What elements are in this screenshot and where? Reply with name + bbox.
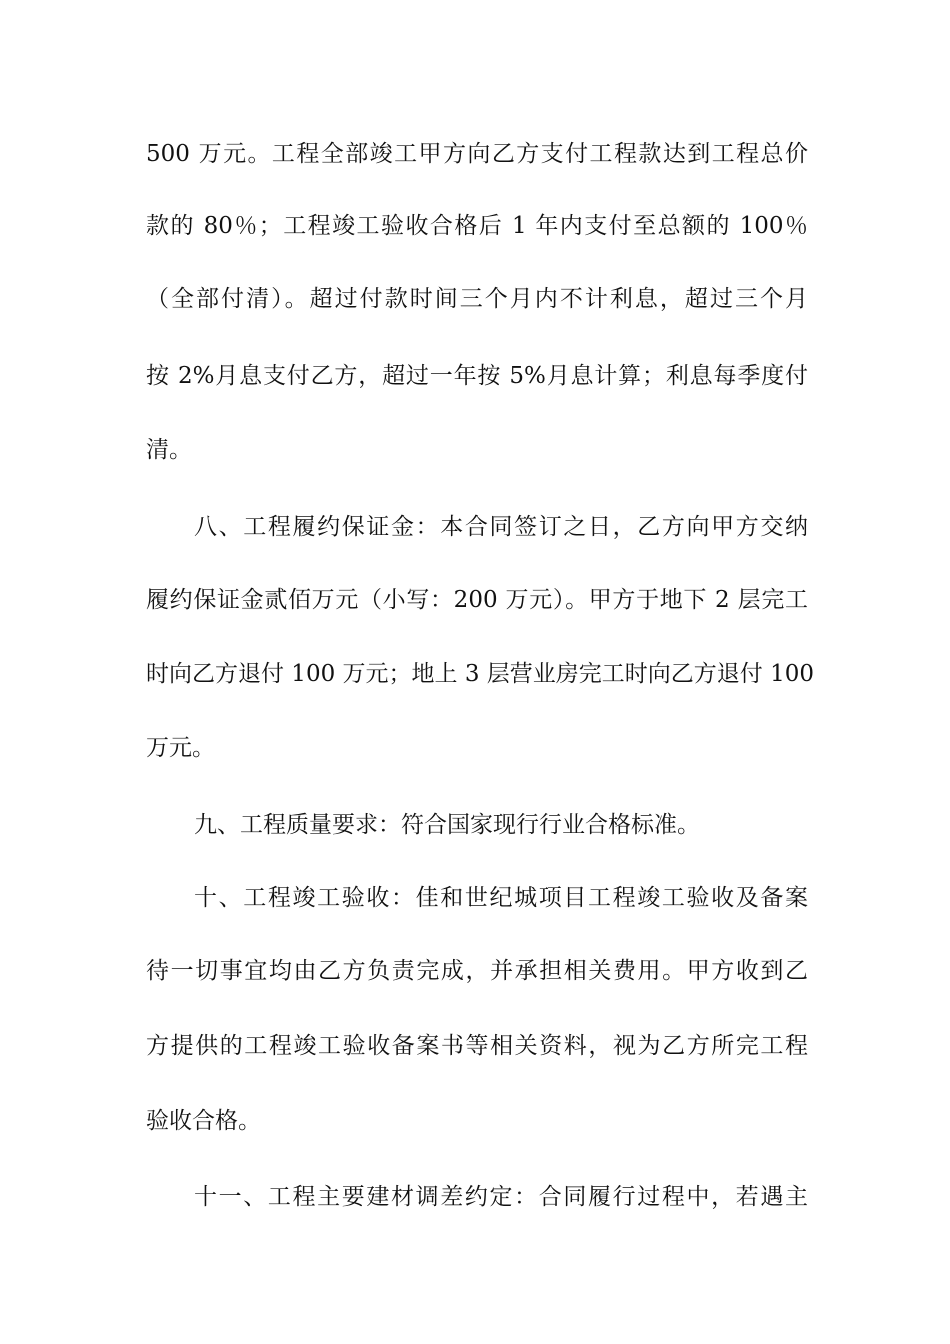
paragraph-7-line-4: 按 2%月息支付乙方，超过一年按 5%月息计算；利息每季度付	[146, 363, 808, 389]
paragraph-9-line-1: 九、工程质量要求：符合国家现行行业合格标准。	[194, 812, 700, 838]
paragraph-10-line-1: 十、工程竣工验收：佳和世纪城项目工程竣工验收及备案	[194, 885, 808, 911]
paragraph-10-line-4: 验收合格。	[146, 1108, 261, 1134]
paragraph-11-line-1: 十一、工程主要建材调差约定：合同履行过程中，若遇主	[194, 1184, 808, 1210]
paragraph-7-line-3: （全部付清）。超过付款时间三个月内不计利息，超过三个月	[146, 286, 808, 312]
paragraph-7-line-2: 款的 80％；工程竣工验收合格后 1 年内支付至总额的 100％	[146, 213, 808, 239]
paragraph-7-line-1: 500 万元。工程全部竣工甲方向乙方支付工程款达到工程总价	[146, 141, 808, 167]
paragraph-8-line-3: 时向乙方退付 100 万元；地上 3 层营业房完工时向乙方退付 100	[146, 661, 814, 687]
paragraph-7-line-5: 清。	[146, 437, 192, 463]
paragraph-10-line-2: 待一切事宜均由乙方负责完成，并承担相关费用。甲方收到乙	[146, 958, 808, 984]
paragraph-8-line-2: 履约保证金贰佰万元（小写：200 万元）。甲方于地下 2 层完工	[146, 587, 808, 613]
paragraph-10-line-3: 方提供的工程竣工验收备案书等相关资料，视为乙方所完工程	[146, 1033, 808, 1059]
paragraph-8-line-1: 八、工程履约保证金：本合同签订之日，乙方向甲方交纳	[194, 514, 808, 540]
paragraph-8-line-4: 万元。	[146, 735, 215, 761]
